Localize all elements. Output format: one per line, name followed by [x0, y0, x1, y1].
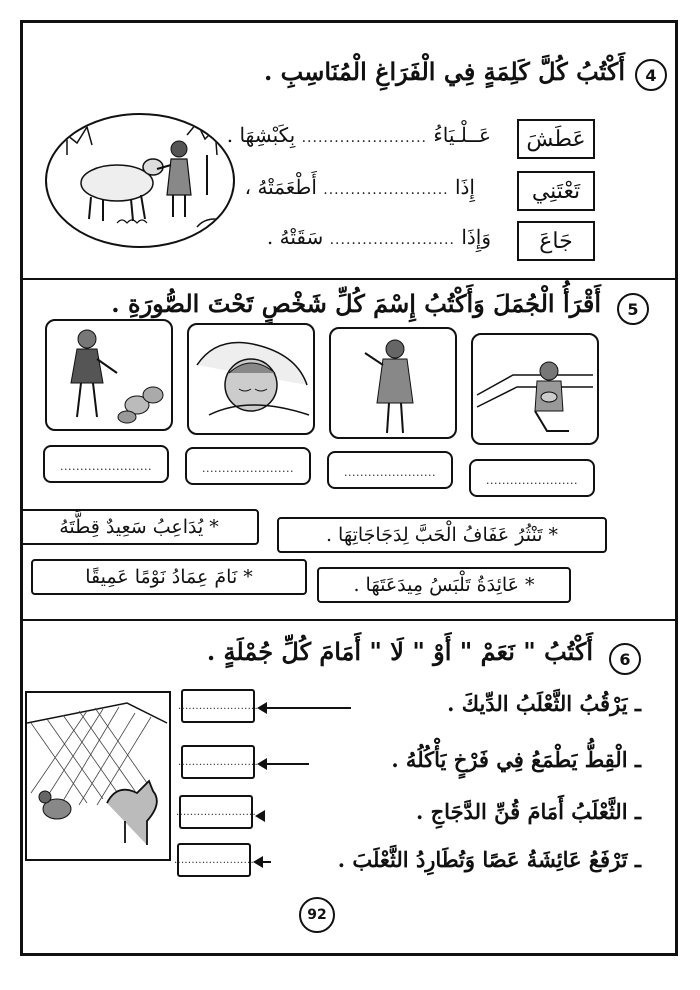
answer-box-1[interactable]: ....................... [181, 689, 255, 723]
arrow-left-icon [259, 763, 309, 765]
girl-sheep-drawing [47, 115, 235, 248]
word-box-hungry: جَاعَ [517, 221, 595, 261]
picture-boy-sleeping [187, 323, 315, 435]
picture-girl-wearing-smock [329, 327, 457, 439]
exercise-6-number: 6 [609, 643, 641, 675]
name-box-2[interactable]: ....................... [185, 447, 311, 485]
fill-sentence-2: إِذَا ....................... أَطْعَمَتْهُ ، [244, 175, 475, 199]
blank-dots[interactable]: ....................... [301, 130, 427, 146]
picture-boy-with-cat [471, 333, 599, 445]
sentence-box-aida-smock: * عَائِدَةُ تَلْبَسُ مِيدَعَتَهَا . [317, 567, 571, 603]
name-box-3[interactable]: ....................... [327, 451, 453, 489]
worksheet-page [20, 20, 678, 956]
fox-and-coop-illustration [25, 691, 171, 861]
girl-with-sheep-illustration [45, 113, 235, 248]
word-box-thirst: عَطَشَ [517, 119, 595, 159]
name-box-4[interactable]: ....................... [469, 459, 595, 497]
arrow-left-icon [259, 707, 351, 709]
blank-dots[interactable]: ....................... [329, 232, 455, 248]
section-divider [23, 278, 675, 280]
exercise-6-title: أَكْتُبُ " نَعَمْ " أَوْ " لَا " أَمَامَ كُلِّ جُمْلَةٍ . [206, 637, 593, 666]
fill-sentence-3: وَإِذَا ....................... سَقَتْهُ . [266, 225, 491, 249]
question-1: ـ يَرْقُبُ الثَّعْلَبُ الدِّيكَ . [447, 691, 641, 716]
name-box-1[interactable]: ....................... [43, 445, 169, 483]
exercise-5-number: 5 [617, 293, 649, 325]
section-divider [23, 619, 675, 621]
word-box-care: تَعْتَنِي [517, 171, 595, 211]
sentence-box-afaf-chickens: * تَنْثُرُ عَفَافُ الْحَبَّ لِدَجَاجَاتِهَا . [277, 517, 607, 553]
answer-box-3[interactable]: ....................... [179, 795, 253, 829]
answer-box-4[interactable]: ....................... [177, 843, 251, 877]
sentence-box-saeed-cat: * يُدَاعِبُ سَعِيدٌ قِطَّتَهُ [20, 509, 259, 545]
answer-box-2[interactable]: ....................... [181, 745, 255, 779]
exercise-4-number: 4 [635, 59, 667, 91]
question-4: ـ تَرْفَعُ عَائِشَةُ عَصًا وَتُطَارِدُ الثَّعْلَبَ . [337, 847, 641, 872]
question-3: ـ الثَّعْلَبُ أَمَامَ قُنِّ الدَّجَاجِ . [416, 799, 641, 824]
blank-dots[interactable]: ....................... [323, 182, 449, 198]
exercise-4-title: أَكْتُبُ كُلَّ كَلِمَةٍ فِي الْفَرَاغِ الْمُنَاسِبِ . [263, 57, 625, 86]
exercise-5-title: أَقْرَأُ الْجُمَلَ وَأَكْتُبُ إِسْمَ كُلِّ شَخْصٍ تَحْتَ الصُّورَةِ . [111, 289, 601, 318]
arrow-left-icon [255, 861, 271, 863]
question-2: ـ الْقِطُّ يَطْمَعُ فِي فَرْخٍ يَأْكُلُهُ . [391, 747, 641, 772]
sentence-box-imad-sleep: * نَامَ عِمَادُ نَوْمًا عَمِيقًا [31, 559, 307, 595]
page-number: 92 [299, 897, 335, 933]
fill-sentence-1: عَــلْـيَاءُ ....................... بِكَبْشِهَا . [226, 123, 491, 147]
picture-girl-feeding-chickens [45, 319, 173, 431]
